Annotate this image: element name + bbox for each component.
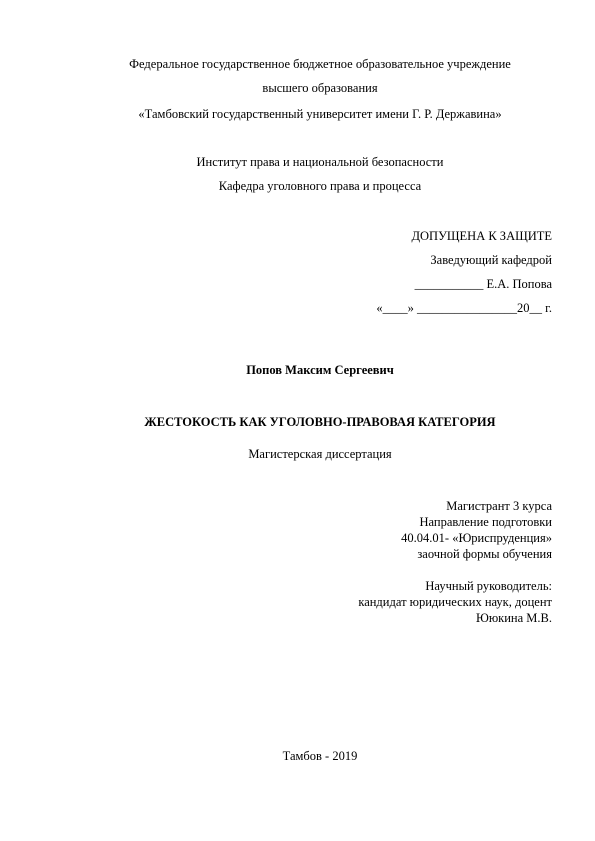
institute-name: Институт права и национальной безопасности — [196, 155, 444, 169]
approval-position: Заведующий кафедрой — [430, 253, 552, 267]
header-line-2: высшего образования — [262, 81, 378, 95]
supervisor-label: Научный руководитель: — [425, 579, 552, 593]
header-line-1: Федеральное государственное бюджетное образовательное учреждение — [129, 57, 511, 71]
work-type: Магистерская диссертация — [248, 447, 392, 461]
supervisor-degree: кандидат юридических наук, доцент — [358, 595, 552, 609]
work-title: ЖЕСТОКОСТЬ КАК УГОЛОВНО-ПРАВОВАЯ КАТЕГОРИЯ — [144, 415, 496, 429]
author-name: Попов Максим Сергеевич — [246, 363, 394, 377]
city-year: Тамбов - 2019 — [282, 749, 358, 763]
approval-status: ДОПУЩЕНА К ЗАЩИТЕ — [411, 229, 552, 243]
approval-signature-line: ___________ Е.А. Попова — [414, 277, 552, 291]
header-line-3: «Тамбовский государственный университет имени Г. Р. Державина» — [138, 107, 502, 121]
student-info-line-2: Направление подготовки — [419, 515, 552, 529]
department-name: Кафедра уголовного права и процесса — [218, 179, 422, 193]
supervisor-name: Ююкина М.В. — [475, 611, 552, 625]
student-info-line-3: 40.04.01- «Юриспруденция» — [401, 531, 552, 545]
approval-date-line: «____» ________________20__ г. — [376, 301, 552, 315]
student-info-line-4: заочной формы обучения — [417, 547, 552, 561]
student-info-line-1: Магистрант 3 курса — [446, 499, 552, 513]
